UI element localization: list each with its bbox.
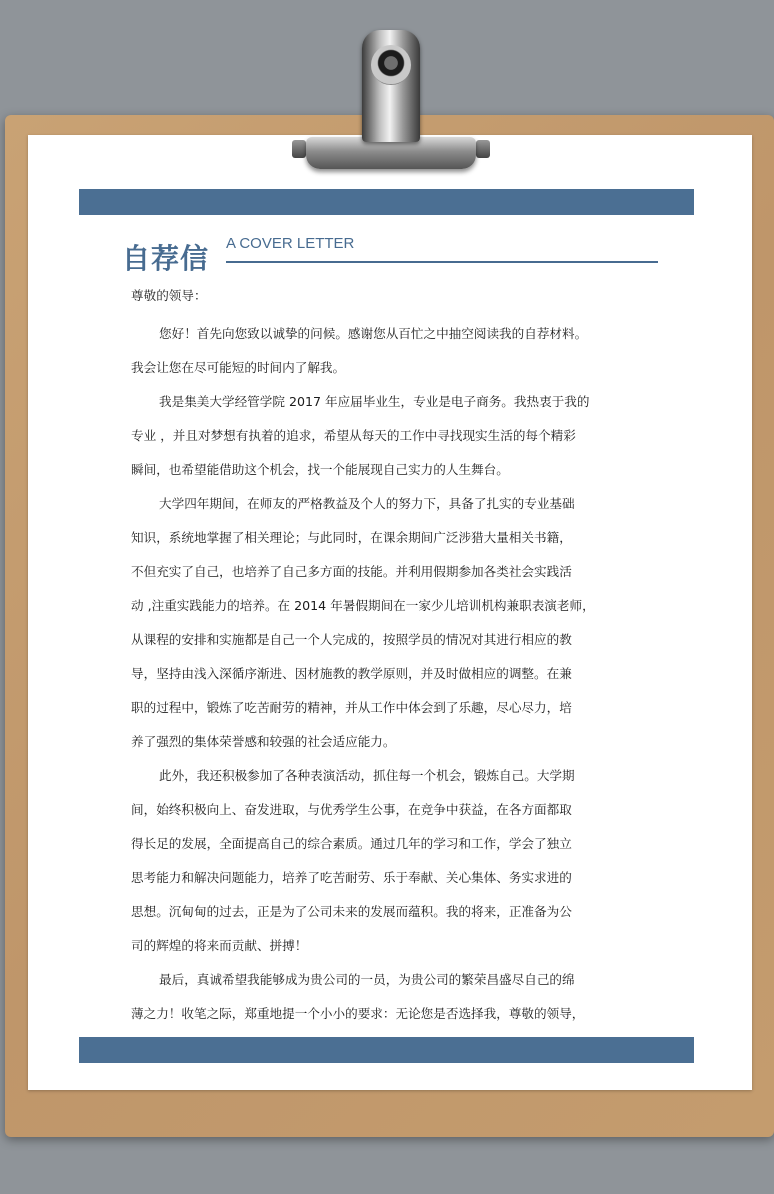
letter-title: 自荐信 (122, 242, 210, 275)
letter-line: 思考能力和解决问题能力，培养了吃苦耐劳、乐于奉献、关心集体、务实求进的 (131, 870, 572, 885)
letter-lines (131, 317, 643, 1031)
letter-line: 大学四年期间，在师友的严格教益及个人的努力下，具备了扎实的专业基础 (159, 496, 575, 511)
clip-hinge-left (292, 140, 306, 158)
letter-line: 此外，我还积极参加了各种表演活动，抓住每一个机会，锻炼自己。大学期 (159, 768, 575, 783)
letter-line: 瞬间，也希望能借助这个机会，找一个能展现自己实力的人生舞台。 (131, 462, 509, 477)
title-underline (226, 261, 658, 263)
letter-line: 职的过程中，锻炼了吃苦耐劳的精神，并从工作中体会到了乐趣，尽心尽力，培 (131, 700, 572, 715)
letter-line: 我会让您在尽可能短的时间内了解我。 (131, 360, 346, 375)
letter-line: 我是集美大学经管学院 2017 年应届毕业生，专业是电子商务。我热衷于我的 (159, 394, 590, 409)
letter-line: 知识，系统地掌握了相关理论；与此同时，在课余期间广泛涉猎大量相关书籍， (131, 530, 572, 545)
top-banner-stripe (79, 189, 694, 215)
letter-line: 导，坚持由浅入深循序渐进、因材施教的教学原则，并及时做相应的调整。在兼 (131, 666, 572, 681)
bottom-banner-stripe (79, 1037, 694, 1063)
letter-line: 司的辉煌的将来而贡献、拼搏！ (131, 938, 308, 953)
clip-hinge-right (476, 140, 490, 158)
letter-line: 动 ,注重实践能力的培养。在 2014 年暑假期间在一家少儿培训机构兼职表演老师， (131, 598, 595, 613)
letter-line: 您好！首先向您致以诚挚的问候。感谢您从百忙之中抽空阅读我的自荐材料。 (159, 326, 588, 341)
letter-line: 不但充实了自己，也培养了自己多方面的技能。并利用假期参加各类社会实践活 (131, 564, 572, 579)
letter-line: 薄之力！收笔之际，郑重地提一个小小的要求：无论您是否选择我，尊敬的领导， (131, 1006, 585, 1021)
letter-line: 养了强烈的集体荣誉感和较强的社会适应能力。 (131, 734, 396, 749)
salutation: 尊敬的领导： (131, 288, 207, 303)
letter-line: 间，始终积极向上、奋发进取，与优秀学生公事，在竞争中获益，在各方面都取 (131, 802, 572, 817)
letter-line: 专业 ，并且对梦想有执着的追求，希望从每天的工作中寻找现实生活的每个精彩 (131, 428, 576, 443)
letter-paper (28, 135, 752, 1090)
letter-line: 思想。沉甸甸的过去，正是为了公司未来的发展而蕴积。我的将来，正准备为公 (131, 904, 572, 919)
letter-line: 最后，真诚希望我能够成为贵公司的一员，为贵公司的繁荣昌盛尽自己的绵 (159, 972, 575, 987)
letter-subtitle: A COVER LETTER (226, 235, 355, 252)
clip-ring-icon (371, 45, 411, 85)
letter-body (131, 283, 643, 1031)
letter-line: 得长足的发展，全面提高自己的综合素质。通过几年的学习和工作，学会了独立 (131, 836, 572, 851)
letter-line: 从课程的安排和实施都是自己一个人完成的，按照学员的情况对其进行相应的教 (131, 632, 572, 647)
